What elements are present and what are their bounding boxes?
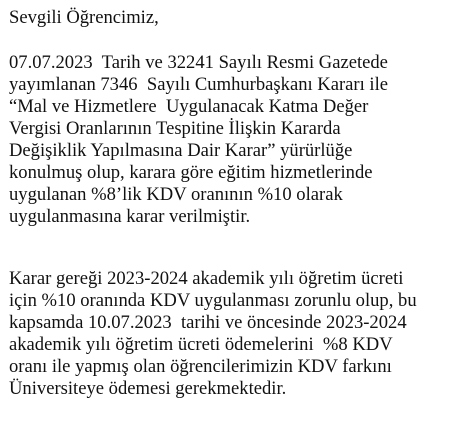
paragraph-1-line: 07.07.2023 Tarih ve 32241 Sayılı Resmi Gazetede <box>9 52 388 73</box>
paragraph-1-line: Vergisi Oranlarının Tespitine İlişkin Kararda <box>9 118 341 139</box>
paragraph-2-line: kapsamda 10.07.2023 tarihi ve öncesinde 2023-2024 <box>9 312 407 333</box>
paragraph-1-line: konulmuş olup, karara göre eğitim hizmetlerinde <box>9 162 373 183</box>
paragraph-1-line: Değişiklik Yapılmasına Dair Karar” yürürlüğe <box>9 140 353 161</box>
paragraph-1-line: uygulanan %8’lik KDV oranının %10 olarak <box>9 184 343 205</box>
paragraph-2-line: için %10 oranında KDV uygulanması zorunlu olup, bu <box>9 290 417 311</box>
paragraph-2-line: akademik yılı öğretim ücreti ödemelerini %8 KDV <box>9 334 393 355</box>
paragraph-1-line: uygulanmasına karar verilmiştir. <box>9 206 251 227</box>
paragraph-2-line: oranı ile yapmış olan öğrencilerimizin KDV farkını <box>9 356 392 377</box>
greeting: Sevgili Öğrencimiz, <box>9 7 159 28</box>
paragraph-1-line: “Mal ve Hizmetlere Uygulanacak Katma Değer <box>9 96 369 117</box>
paragraph-2-line: Üniversiteye ödemesi gerekmektedir. <box>9 378 287 399</box>
paragraph-2-line: Karar gereği 2023-2024 akademik yılı öğretim ücreti <box>9 268 404 289</box>
paragraph-1-line: yayımlanan 7346 Sayılı Cumhurbaşkanı Kararı ile <box>9 74 389 95</box>
